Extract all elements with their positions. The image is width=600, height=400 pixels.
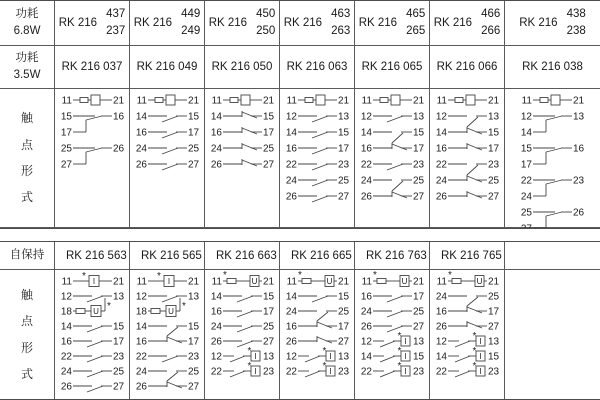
svg-text:27: 27	[262, 159, 274, 171]
svg-text:22: 22	[435, 366, 447, 378]
svg-text:21: 21	[262, 276, 274, 288]
svg-text:I: I	[328, 352, 332, 361]
svg-text:*: *	[106, 301, 111, 312]
contact-diagram-svg	[356, 91, 429, 225]
svg-text:*: *	[397, 361, 401, 372]
svg-text:26: 26	[573, 207, 585, 219]
contact-diagram-svg	[516, 91, 589, 225]
svg-text:22: 22	[360, 366, 372, 378]
svg-text:13: 13	[337, 351, 349, 363]
svg-text:11: 11	[61, 276, 72, 288]
svg-text:23: 23	[337, 366, 349, 378]
svg-text:22: 22	[285, 366, 297, 378]
svg-text:*: *	[297, 270, 302, 281]
latching-model-cell: RK 216 663	[205, 242, 280, 269]
svg-text:21: 21	[337, 95, 349, 107]
contact-diagram-svg	[131, 272, 204, 396]
svg-text:21: 21	[487, 95, 499, 107]
svg-text:26: 26	[135, 159, 147, 171]
model-cell-6-8w	[280, 1, 355, 45]
model-prefix: RK 216	[208, 17, 248, 29]
svg-text:21: 21	[112, 95, 124, 107]
power-6-8w-row	[0, 1, 600, 46]
svg-text:24: 24	[60, 366, 72, 378]
svg-text:27: 27	[187, 159, 199, 171]
svg-text:23: 23	[487, 159, 499, 171]
svg-text:24: 24	[520, 191, 532, 203]
svg-text:14: 14	[520, 127, 532, 139]
contact-diagram-cell	[130, 89, 205, 227]
svg-text:23: 23	[112, 351, 124, 363]
model-variants: 437 237	[106, 8, 126, 37]
latching-contact-diagram-cell	[505, 270, 600, 399]
svg-text:27: 27	[412, 191, 424, 203]
svg-text:13: 13	[112, 291, 124, 303]
svg-text:11: 11	[61, 95, 72, 107]
contact-diagram-svg	[56, 91, 129, 225]
svg-text:14: 14	[210, 291, 222, 303]
svg-text:21: 21	[112, 276, 124, 288]
model-cell-6-8w	[205, 1, 280, 45]
svg-text:25: 25	[487, 175, 499, 187]
latching-contact-diagram-cell	[430, 270, 505, 399]
model-cell-3-5w: RK 216 050	[205, 46, 280, 88]
power-value: 6.8W	[13, 25, 41, 37]
svg-text:I: I	[478, 337, 482, 346]
latching-contact-diagram-cell	[205, 270, 280, 399]
svg-text:15: 15	[262, 111, 274, 123]
svg-text:15: 15	[337, 291, 349, 303]
model-prefix: RK 216	[283, 17, 323, 29]
svg-text:24: 24	[210, 143, 222, 155]
svg-text:27: 27	[487, 191, 499, 203]
latching-contact-diagram-cell	[355, 270, 430, 399]
svg-text:12: 12	[210, 351, 222, 363]
model-cell-3-5w: RK 216 066	[430, 46, 505, 88]
svg-text:U: U	[401, 277, 407, 286]
svg-text:21: 21	[412, 95, 424, 107]
svg-text:24: 24	[360, 306, 372, 318]
svg-text:21: 21	[337, 276, 349, 288]
svg-text:17: 17	[60, 127, 72, 139]
svg-text:15: 15	[60, 111, 72, 123]
svg-text:15: 15	[337, 127, 349, 139]
latching-contact-form-header	[0, 270, 55, 399]
model-cell-6-8w	[430, 1, 505, 45]
svg-text:I: I	[328, 367, 332, 376]
latching-contact-diagram-cell	[280, 270, 355, 399]
svg-text:27: 27	[487, 321, 499, 333]
svg-text:13: 13	[573, 111, 585, 123]
svg-text:*: *	[472, 346, 476, 357]
svg-text:24: 24	[360, 175, 372, 187]
latching-header	[0, 242, 55, 269]
svg-text:27: 27	[337, 336, 349, 348]
svg-text:23: 23	[412, 366, 424, 378]
svg-text:11: 11	[361, 276, 372, 288]
svg-text:*: *	[322, 346, 326, 357]
svg-text:22: 22	[520, 175, 532, 187]
svg-text:I: I	[403, 352, 407, 361]
svg-text:13: 13	[187, 291, 199, 303]
svg-text:12: 12	[60, 291, 72, 303]
svg-text:23: 23	[487, 366, 499, 378]
model-cell-6-8w	[355, 1, 430, 45]
svg-text:21: 21	[187, 95, 199, 107]
svg-text:27: 27	[337, 191, 349, 203]
svg-text:16: 16	[112, 111, 124, 123]
latching-contact-diagram-cell	[130, 270, 205, 399]
svg-text:26: 26	[435, 191, 447, 203]
latching-model-cell	[505, 242, 600, 269]
model-prefix: RK 216	[58, 17, 98, 29]
svg-text:22: 22	[285, 159, 297, 171]
svg-text:*: *	[181, 301, 186, 312]
svg-text:25: 25	[412, 175, 424, 187]
svg-text:I: I	[403, 367, 407, 376]
latching-contact-diagram-cell	[55, 270, 130, 399]
svg-text:11: 11	[286, 276, 297, 288]
svg-text:26: 26	[60, 381, 72, 393]
contact-diagram-svg	[281, 91, 354, 225]
svg-text:25: 25	[520, 207, 532, 219]
svg-text:U: U	[326, 277, 332, 286]
svg-text:U: U	[476, 277, 482, 286]
svg-text:26: 26	[360, 321, 372, 333]
svg-text:U: U	[251, 277, 257, 286]
latching-model-cell: RK 216 565	[130, 242, 205, 269]
svg-text:13: 13	[262, 351, 274, 363]
svg-text:16: 16	[360, 291, 372, 303]
svg-text:13: 13	[487, 111, 499, 123]
svg-text:25: 25	[487, 291, 499, 303]
contact-diagram-svg	[131, 91, 204, 225]
svg-text:22: 22	[60, 351, 72, 363]
svg-text:14: 14	[135, 111, 147, 123]
svg-text:*: *	[372, 270, 377, 281]
power-label: 功耗	[15, 51, 39, 64]
svg-text:24: 24	[435, 175, 447, 187]
model-variants: 463 263	[331, 8, 351, 37]
svg-text:11: 11	[211, 276, 222, 288]
svg-text:22: 22	[210, 366, 222, 378]
contact-diagram-cell	[505, 89, 600, 227]
svg-text:15: 15	[412, 127, 424, 139]
svg-text:11: 11	[136, 276, 147, 288]
svg-text:*: *	[156, 271, 161, 282]
svg-text:16: 16	[210, 306, 222, 318]
svg-text:I: I	[167, 277, 170, 286]
svg-text:12: 12	[285, 351, 297, 363]
power-6-8w-header	[0, 1, 55, 45]
svg-text:11: 11	[521, 95, 532, 107]
svg-text:17: 17	[337, 143, 349, 155]
svg-text:15: 15	[112, 321, 124, 333]
section-divider	[0, 228, 600, 242]
model-cell-3-5w: RK 216 037	[55, 46, 130, 88]
model-prefix: RK 216	[358, 17, 398, 29]
svg-text:26: 26	[360, 191, 372, 203]
contact-form-row	[0, 89, 600, 228]
model-cell-3-5w: RK 216 038	[522, 61, 583, 73]
svg-text:13: 13	[412, 111, 424, 123]
svg-text:17: 17	[187, 336, 199, 348]
svg-text:18: 18	[60, 306, 72, 318]
model-variants: 449 249	[181, 8, 201, 37]
svg-text:14: 14	[435, 351, 447, 363]
svg-text:25: 25	[112, 366, 124, 378]
svg-text:17: 17	[487, 143, 499, 155]
svg-text:*: *	[397, 346, 401, 357]
svg-text:11: 11	[436, 276, 447, 288]
svg-text:11: 11	[361, 95, 372, 107]
svg-text:14: 14	[435, 127, 447, 139]
svg-text:24: 24	[435, 291, 447, 303]
svg-text:25: 25	[60, 143, 72, 155]
svg-text:27: 27	[187, 381, 199, 393]
svg-text:*: *	[472, 361, 476, 372]
svg-text:17: 17	[412, 143, 424, 155]
power-3-5w-header	[0, 46, 55, 88]
svg-text:*: *	[247, 346, 251, 357]
svg-text:*: *	[472, 331, 476, 342]
svg-text:18: 18	[135, 306, 147, 318]
model-cell-6-8w	[130, 1, 205, 45]
svg-text:17: 17	[112, 336, 124, 348]
svg-text:27: 27	[262, 336, 274, 348]
contact-diagram-cell	[430, 89, 505, 227]
svg-text:16: 16	[435, 143, 447, 155]
contact-diagram-svg	[206, 272, 279, 396]
contact-diagram-svg	[431, 272, 504, 396]
svg-text:17: 17	[262, 127, 274, 139]
contact-diagram-svg	[56, 272, 129, 396]
latching-model-cell: RK 216 665	[280, 242, 355, 269]
svg-text:15: 15	[487, 351, 499, 363]
svg-text:21: 21	[487, 276, 499, 288]
svg-text:13: 13	[337, 111, 349, 123]
svg-text:14: 14	[135, 321, 147, 333]
svg-text:12: 12	[360, 336, 372, 348]
svg-text:16: 16	[285, 321, 297, 333]
svg-text:25: 25	[337, 175, 349, 187]
svg-text:*: *	[81, 271, 86, 282]
svg-text:23: 23	[187, 351, 199, 363]
svg-text:24: 24	[135, 143, 147, 155]
model-variants: 450 250	[256, 8, 276, 37]
svg-text:21: 21	[573, 95, 585, 107]
svg-text:17: 17	[262, 306, 274, 318]
non-latching-section	[0, 1, 600, 228]
svg-text:17: 17	[337, 321, 349, 333]
model-prefix: RK 216	[433, 17, 473, 29]
svg-text:24: 24	[285, 306, 297, 318]
contact-form-label: 触点形式	[20, 287, 33, 381]
svg-text:27: 27	[60, 159, 72, 171]
contact-diagram-svg	[356, 272, 429, 396]
svg-text:17: 17	[520, 159, 532, 171]
svg-text:15: 15	[520, 143, 532, 155]
svg-text:26: 26	[285, 191, 297, 203]
svg-text:16: 16	[285, 143, 297, 155]
svg-text:22: 22	[435, 159, 447, 171]
svg-text:24: 24	[135, 366, 147, 378]
svg-text:I: I	[478, 352, 482, 361]
contact-form-label: 触点形式	[20, 111, 33, 205]
svg-text:11: 11	[211, 95, 222, 107]
power-label: 功耗	[15, 7, 39, 20]
svg-text:14: 14	[285, 127, 297, 139]
contact-diagram-cell	[280, 89, 355, 227]
contact-diagram-cell	[205, 89, 280, 227]
svg-text:25: 25	[262, 321, 274, 333]
svg-text:16: 16	[210, 127, 222, 139]
svg-text:21: 21	[412, 276, 424, 288]
model-variants: 466 266	[481, 8, 501, 37]
model-cell-6-8w	[505, 1, 600, 45]
power-3-5w-row	[0, 46, 600, 89]
svg-text:12: 12	[135, 291, 147, 303]
svg-text:11: 11	[286, 95, 297, 107]
svg-text:26: 26	[435, 321, 447, 333]
svg-text:27: 27	[412, 321, 424, 333]
model-variants: 465 265	[406, 8, 426, 37]
svg-text:16: 16	[135, 127, 147, 139]
model-cell-6-8w	[55, 1, 130, 45]
svg-text:14: 14	[285, 291, 297, 303]
svg-text:U: U	[167, 307, 174, 316]
svg-text:26: 26	[210, 159, 222, 171]
svg-text:16: 16	[435, 306, 447, 318]
svg-text:25: 25	[187, 366, 199, 378]
svg-text:17: 17	[487, 306, 499, 318]
svg-text:16: 16	[135, 336, 147, 348]
svg-text:U: U	[92, 307, 99, 316]
svg-text:14: 14	[210, 111, 222, 123]
svg-text:26: 26	[285, 336, 297, 348]
svg-text:*: *	[322, 361, 326, 372]
svg-text:*: *	[247, 361, 251, 372]
svg-text:16: 16	[60, 336, 72, 348]
svg-text:25: 25	[187, 143, 199, 155]
latching-section	[0, 242, 600, 399]
svg-text:I: I	[478, 367, 482, 376]
svg-text:12: 12	[435, 336, 447, 348]
svg-text:*: *	[397, 331, 401, 342]
svg-text:13: 13	[412, 336, 424, 348]
svg-text:15: 15	[187, 111, 199, 123]
svg-text:16: 16	[360, 143, 372, 155]
latching-model-cell: RK 216 765	[430, 242, 505, 269]
svg-text:15: 15	[187, 321, 199, 333]
contact-diagram-svg	[431, 91, 504, 225]
svg-text:17: 17	[412, 291, 424, 303]
svg-text:14: 14	[60, 321, 72, 333]
svg-text:21: 21	[262, 95, 274, 107]
svg-text:27: 27	[112, 381, 124, 393]
svg-text:12: 12	[435, 111, 447, 123]
svg-text:13: 13	[487, 336, 499, 348]
svg-text:I: I	[253, 367, 257, 376]
model-cell-3-5w: RK 216 049	[130, 46, 205, 88]
svg-text:25: 25	[412, 306, 424, 318]
power-value: 3.5W	[13, 69, 41, 81]
model-prefix: RK 216	[133, 17, 173, 29]
svg-text:22: 22	[360, 159, 372, 171]
model-prefix: RK 216	[519, 17, 558, 29]
svg-text:14: 14	[360, 127, 372, 139]
svg-text:*: *	[447, 270, 452, 281]
svg-text:21: 21	[187, 276, 199, 288]
svg-text:26: 26	[112, 143, 124, 155]
contact-diagram-cell	[355, 89, 430, 227]
svg-text:I: I	[253, 352, 257, 361]
contact-diagram-svg	[281, 272, 354, 396]
svg-text:23: 23	[262, 366, 274, 378]
svg-text:15: 15	[412, 351, 424, 363]
model-variants: 438 238	[566, 8, 586, 37]
svg-text:26: 26	[135, 381, 147, 393]
svg-text:11: 11	[136, 95, 147, 107]
svg-text:15: 15	[262, 291, 274, 303]
svg-text:26: 26	[210, 336, 222, 348]
svg-text:14: 14	[360, 351, 372, 363]
svg-text:12: 12	[285, 111, 297, 123]
svg-text:15: 15	[487, 127, 499, 139]
svg-text:17: 17	[187, 127, 199, 139]
svg-text:I: I	[403, 337, 407, 346]
svg-text:16: 16	[573, 143, 585, 155]
latching-model-row	[0, 242, 600, 270]
latching-model-cell: RK 216 763	[355, 242, 430, 269]
svg-text:24: 24	[210, 321, 222, 333]
svg-text:23: 23	[337, 159, 349, 171]
latching-model-cell: RK 216 563	[55, 242, 130, 269]
svg-text:11: 11	[436, 95, 447, 107]
svg-text:24: 24	[285, 175, 297, 187]
svg-text:I: I	[92, 277, 95, 286]
model-cell-3-5w: RK 216 065	[355, 46, 430, 88]
svg-text:12: 12	[520, 111, 532, 123]
svg-text:23: 23	[573, 175, 585, 187]
svg-text:25: 25	[262, 143, 274, 155]
svg-text:12: 12	[360, 111, 372, 123]
latching-contact-form-row	[0, 270, 600, 399]
model-cell-3-5w: RK 216 063	[280, 46, 355, 88]
svg-text:23: 23	[412, 159, 424, 171]
svg-text:25: 25	[337, 306, 349, 318]
latching-label: 自保持	[9, 248, 45, 261]
contact-diagram-svg	[206, 91, 279, 225]
contact-form-header	[0, 89, 55, 227]
svg-text:22: 22	[135, 351, 147, 363]
svg-text:*: *	[222, 270, 227, 281]
contact-diagram-cell	[55, 89, 130, 227]
